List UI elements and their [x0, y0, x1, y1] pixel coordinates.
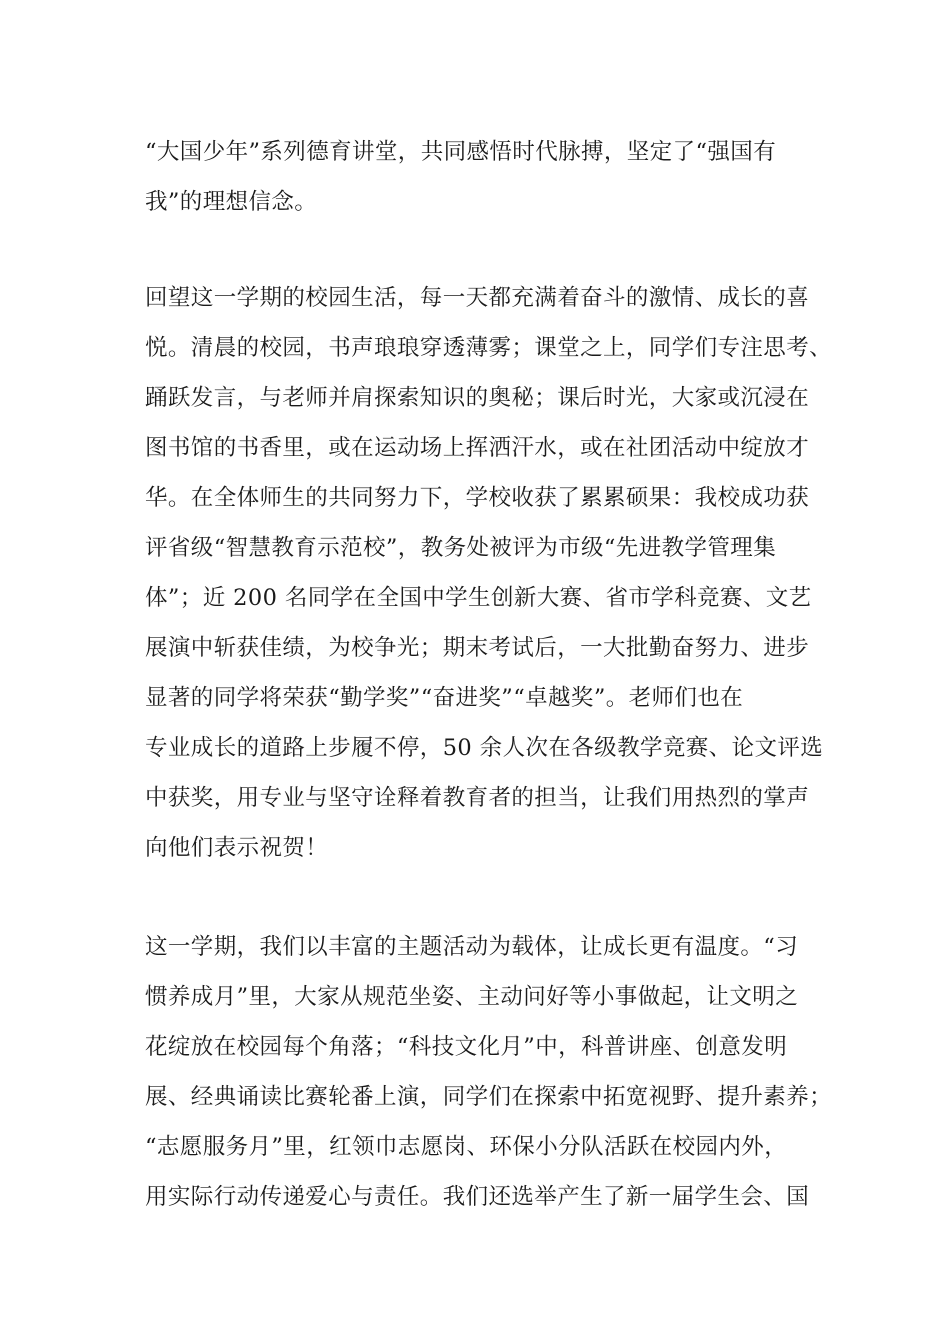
- text-line: 中获奖，用专业与坚守诠释着教育者的担当，让我们用热烈的掌声: [145, 785, 810, 811]
- text-line: “大国少年”系列德育讲堂，共同感悟时代脉搏，坚定了“强国有: [145, 139, 777, 165]
- text-line: 我”的理想信念。: [145, 189, 318, 215]
- text-line: “志愿服务月”里，红领巾志愿岗、环保小分队活跃在校园内外，: [145, 1134, 788, 1160]
- text-line: 回望这一学期的校园生活，每一天都充满着奋斗的激情、成长的喜: [145, 285, 810, 311]
- text-line: 体”；近 200 名同学在全国中学生创新大赛、省市学科竞赛、文艺: [145, 585, 812, 611]
- text-line: 悦。清晨的校园，书声琅琅穿透薄雾；课堂之上，同学们专注思考、: [145, 335, 833, 361]
- text-line: 展、经典诵读比赛轮番上演，同学们在探索中拓宽视野、提升素养；: [145, 1084, 833, 1110]
- text-line: 踊跃发言，与老师并肩探索知识的奥秘；课后时光，大家或沉浸在: [145, 385, 810, 411]
- text-line: 这一学期，我们以丰富的主题活动为载体，让成长更有温度。“习: [145, 934, 799, 960]
- paragraph-3: [145, 922, 833, 1222]
- text-line: 向他们表示祝贺！: [145, 835, 329, 861]
- text-line: 评省级“智慧教育示范校”，教务处被评为市级“先进教学管理集: [145, 535, 777, 561]
- text-line: 图书馆的书香里，或在运动场上挥洒汗水，或在社团活动中绽放才: [145, 435, 810, 461]
- text-line: 惯养成月”里，大家从规范坐姿、主动问好等小事做起，让文明之: [145, 984, 799, 1010]
- paragraph-1: [145, 127, 815, 227]
- text-line: 华。在全体师生的共同努力下，学校收获了累累硕果：我校成功获: [145, 485, 810, 511]
- text-line: 显著的同学将荣获“勤学奖”“奋进奖”“卓越奖”。老师们也在: [145, 685, 744, 711]
- text-line: 展演中斩获佳绩，为校争光；期末考试后，一大批勤奋努力、进步: [145, 635, 810, 661]
- text-line: 花绽放在校园每个角落；“科技文化月”中，科普讲座、创意发明: [145, 1034, 788, 1060]
- paragraph-2: [145, 273, 833, 873]
- text-line: 专业成长的道路上步履不停，50 余人次在各级教学竞赛、论文评选: [145, 735, 824, 761]
- text-line: 用实际行动传递爱心与责任。我们还选举产生了新一届学生会、国: [145, 1184, 810, 1210]
